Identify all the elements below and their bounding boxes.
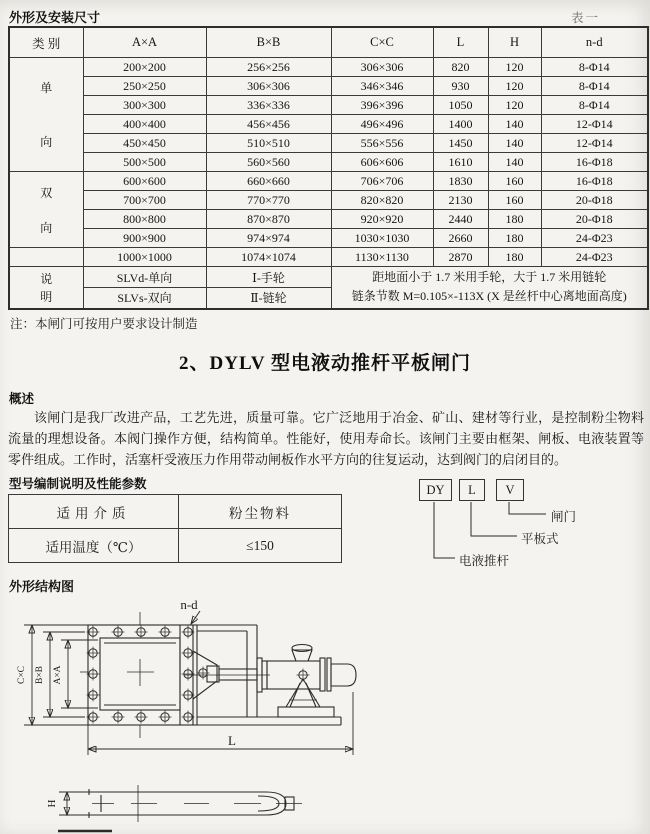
support-bracket xyxy=(278,679,334,717)
dim-cell: 2870 xyxy=(433,248,488,267)
dim-cell: 20-Φ18 xyxy=(541,191,648,210)
dim-cell: 1130×1130 xyxy=(331,248,433,267)
overview-section-title: 概述 xyxy=(9,392,35,406)
dimension-table-header-row xyxy=(9,27,648,58)
dim-cell: 1000×1000 xyxy=(83,248,206,267)
outline-drawing-plate-view xyxy=(0,780,650,834)
col-header-cxc: C×C xyxy=(331,27,433,58)
dim-cell: 820 xyxy=(433,58,488,77)
bolt-holes xyxy=(87,626,195,724)
model-section-title: 型号编制说明及性能参数 xyxy=(9,477,147,491)
col-header-nd: n-d xyxy=(541,27,648,58)
dim-cell: 12-Φ14 xyxy=(541,134,648,153)
dim-cell: 8-Φ14 xyxy=(541,58,648,77)
label-n-d: n-d xyxy=(180,597,198,612)
label-CxC: C×C xyxy=(17,665,27,685)
dim-cell: 120 xyxy=(488,58,541,77)
category-cell xyxy=(9,248,83,267)
model-box-dy: DY xyxy=(419,479,452,501)
legend-cell: Ⅰ-手轮 xyxy=(206,267,331,288)
dim-cell: 930 xyxy=(433,77,488,96)
overview-paragraph: 该闸门是我厂改进产品，工艺先进，质量可靠。它广泛地用于冶金、矿山、建材等行业，是控制粉尘物料流量的理想设备。本阀门操作方便，结构简单。性能好，使用寿命长。该闸门主要由框架、闸板、电液装置等零件组成。工作时，活塞杆受液压力作用带动闸板作水平方向的往复运动，达到阀门的启闭目的。 xyxy=(8,410,644,467)
category-cell: 说 明 xyxy=(9,267,83,309)
legend-row xyxy=(9,267,648,288)
dim-cell: 140 xyxy=(488,153,541,172)
table-row xyxy=(9,229,648,248)
table-row xyxy=(9,210,648,229)
dim-cell: 2660 xyxy=(433,229,488,248)
clevis-pin xyxy=(197,667,210,680)
dim-cell: 180 xyxy=(488,229,541,248)
model-label-gate: 闸门 xyxy=(551,510,577,524)
model-label-flat-type: 平板式 xyxy=(521,532,559,546)
dimension-table xyxy=(8,26,649,310)
category-cell: 单 向 xyxy=(9,58,83,172)
dim-cell: 180 xyxy=(488,248,541,267)
dim-cell: 256×256 xyxy=(206,58,331,77)
dim-cell: 396×396 xyxy=(331,96,433,115)
dim-cell: 160 xyxy=(488,191,541,210)
n-d-arrow xyxy=(191,611,200,624)
table-row xyxy=(9,115,648,134)
dimensions-section-title: 外形及安装尺寸 xyxy=(9,10,101,25)
dim-cell: 120 xyxy=(488,77,541,96)
label-BxB: B×B xyxy=(35,665,45,685)
table-row xyxy=(9,58,648,77)
spec-temperature-label: 适用温度（℃） xyxy=(9,529,179,563)
label-AxA: A×A xyxy=(53,665,63,685)
dim-cell: 660×660 xyxy=(206,172,331,191)
dim-cell: 180 xyxy=(488,210,541,229)
dimension-BxB xyxy=(43,632,85,717)
dim-cell: 120 xyxy=(488,96,541,115)
dim-cell: 200×200 xyxy=(83,58,206,77)
dim-cell: 24-Φ23 xyxy=(541,229,648,248)
dim-cell: 1030×1030 xyxy=(331,229,433,248)
table-footnote: 注：本闸门可按用户要求设计制造 xyxy=(10,317,198,331)
dim-cell: 1050 xyxy=(433,96,488,115)
dim-cell: 1610 xyxy=(433,153,488,172)
plate-centerlines xyxy=(92,785,302,822)
dim-cell: 500×500 xyxy=(83,153,206,172)
dim-cell: 20-Φ18 xyxy=(541,210,648,229)
dim-cell: 250×250 xyxy=(83,77,206,96)
dim-cell: 2130 xyxy=(433,191,488,210)
dim-cell: 974×974 xyxy=(206,229,331,248)
col-header-category: 类 别 xyxy=(9,27,83,58)
dim-cell: 606×606 xyxy=(331,153,433,172)
dim-cell: 456×456 xyxy=(206,115,331,134)
dim-cell: 306×306 xyxy=(206,77,331,96)
dim-cell: 346×346 xyxy=(331,77,433,96)
legend-remark-cell: 距地面小于 1.7 米用手轮，大于 1.7 米用链轮 链条节数 M=0.105×-113X (X 是丝杆中心离地面高度) xyxy=(331,267,648,309)
dim-cell: 1830 xyxy=(433,172,488,191)
table-row xyxy=(9,153,648,172)
table-row xyxy=(9,172,648,191)
dim-cell: 770×770 xyxy=(206,191,331,210)
spec-medium-label: 适用介质 xyxy=(9,495,179,529)
dim-cell: 700×700 xyxy=(83,191,206,210)
dim-cell: 300×300 xyxy=(83,96,206,115)
spec-temperature-value: ≤150 xyxy=(179,529,342,563)
dim-cell: 140 xyxy=(488,134,541,153)
dim-cell: 450×450 xyxy=(83,134,206,153)
category-cell: 双 向 xyxy=(9,172,83,248)
dim-cell: 706×706 xyxy=(331,172,433,191)
dim-cell: 400×400 xyxy=(83,115,206,134)
dim-cell: 510×510 xyxy=(206,134,331,153)
bracket-pin xyxy=(297,669,310,682)
dim-cell: 140 xyxy=(488,115,541,134)
dim-cell: 1450 xyxy=(433,134,488,153)
dimension-H xyxy=(59,792,95,815)
label-H: H xyxy=(46,799,58,808)
centerlines xyxy=(80,612,154,738)
dim-cell: 306×306 xyxy=(331,58,433,77)
dim-cell: 870×870 xyxy=(206,210,331,229)
dim-cell: 8-Φ14 xyxy=(541,77,648,96)
table-row xyxy=(9,191,648,210)
model-label-pushrod: 电液推杆 xyxy=(459,554,510,568)
model-diagram-connectors xyxy=(0,475,650,575)
legend-cell: SLVd-单向 xyxy=(83,267,206,288)
table-number-tag: 表一 xyxy=(571,11,601,25)
dim-cell: 12-Φ14 xyxy=(541,115,648,134)
dim-cell: 1074×1074 xyxy=(206,248,331,267)
dim-cell: 600×600 xyxy=(83,172,206,191)
col-header-bxb: B×B xyxy=(206,27,331,58)
table-row xyxy=(9,134,648,153)
dim-cell: 24-Φ23 xyxy=(541,248,648,267)
dim-cell: 16-Φ18 xyxy=(541,153,648,172)
dim-cell: 556×556 xyxy=(331,134,433,153)
drawing-section-title: 外形结构图 xyxy=(9,579,75,594)
dim-cell: 16-Φ18 xyxy=(541,172,648,191)
spec-medium-value: 粉尘物料 xyxy=(179,495,342,529)
dim-cell: 820×820 xyxy=(331,191,433,210)
dim-cell: 920×920 xyxy=(331,210,433,229)
model-box-l: L xyxy=(459,479,485,501)
valve-flange xyxy=(88,625,197,725)
dim-cell: 8-Φ14 xyxy=(541,96,648,115)
model-box-v: V xyxy=(496,479,524,501)
dim-cell: 1400 xyxy=(433,115,488,134)
dim-cell: 560×560 xyxy=(206,153,331,172)
page-title: 2、DYLV 型电液动推杆平板闸门 xyxy=(179,353,471,374)
dim-cell: 336×336 xyxy=(206,96,331,115)
legend-cell: Ⅱ-链轮 xyxy=(206,288,331,309)
dim-cell: 2440 xyxy=(433,210,488,229)
col-header-l: L xyxy=(433,27,488,58)
table-row xyxy=(9,77,648,96)
dim-cell: 800×800 xyxy=(83,210,206,229)
table-row xyxy=(9,248,648,267)
col-header-axa: A×A xyxy=(83,27,206,58)
dim-cell: 496×496 xyxy=(331,115,433,134)
table-row xyxy=(9,96,648,115)
dim-cell: 900×900 xyxy=(83,229,206,248)
dim-cell: 160 xyxy=(488,172,541,191)
label-L: L xyxy=(228,733,236,748)
outline-drawing-main-view xyxy=(0,595,650,780)
dimension-table-body xyxy=(9,58,648,309)
legend-cell: SLVs-双向 xyxy=(83,288,206,309)
col-header-h: H xyxy=(488,27,541,58)
